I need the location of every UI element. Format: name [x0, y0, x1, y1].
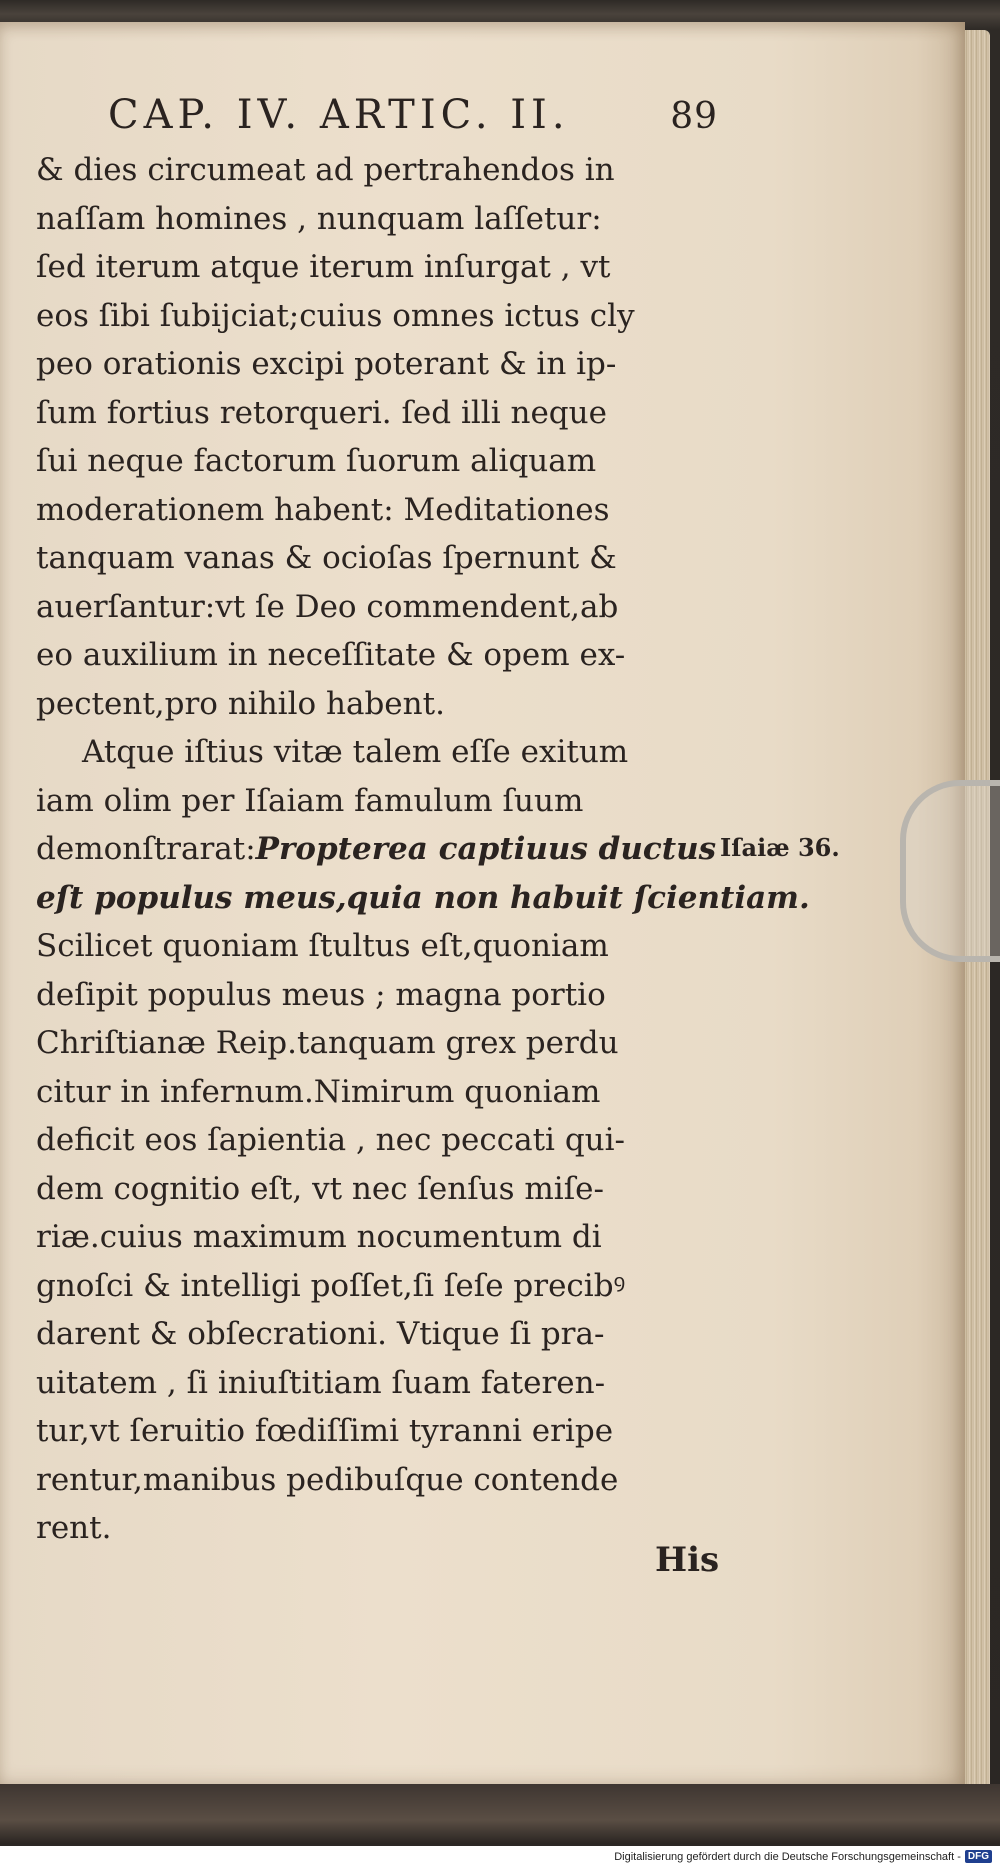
text-line: eos ſibi ſubijciat;cuius omnes ictus cly — [36, 297, 635, 334]
text-line: peo orationis excipi poterant & in ip- — [36, 346, 617, 382]
text-line: Atque iſtius vitæ talem eſſe exitum — [82, 734, 629, 770]
text-line: dem cognitio eſt, vt nec ſenſus miſe- — [36, 1170, 605, 1207]
text-run: demonſtrarat: — [36, 831, 256, 867]
text-line-with-quote — [36, 825, 726, 874]
page-number: 89 — [670, 96, 718, 137]
text-line: Chriſtianæ Reip.tanquam grex perdu — [36, 1025, 619, 1061]
text-line: uitatem , ſi iniuſtitiam ſuam fateren- — [36, 1364, 606, 1401]
text-line: & dies circumeat ad pertrahendos in — [36, 152, 615, 188]
book-clasp — [900, 780, 1000, 962]
text-line: Scilicet quoniam ſtultus eſt,quoniam — [36, 928, 609, 964]
text-line: gnoſci & intelligi poſſet,ſi ſeſe precibꝰ — [36, 1267, 626, 1304]
credit-text: Digitalisierung gefördert durch die Deutsche Forschungsgemeinschaft - — [614, 1850, 961, 1863]
text-line: eo auxilium in neceſſitate & opem ex- — [36, 637, 626, 673]
text-line: ſed iterum atque iterum inſurgat , vt — [36, 249, 611, 285]
text-line: moderationem habent: Meditationes — [36, 491, 610, 528]
text-line: iam olim per Iſaiam famulum ſuum — [36, 782, 584, 819]
text-line: deficit eos ſapientia , nec peccati qui- — [36, 1122, 626, 1158]
footer-bar — [0, 1846, 1000, 1869]
text-line: naſſam homines , nunquam laſſetur: — [36, 200, 602, 237]
text-line: ſum fortius retorqueri. ſed illi neque — [36, 394, 607, 431]
text-line: auerſantur:vt ſe Deo commendent,ab — [36, 588, 619, 625]
text-line: riæ.cuius maximum nocumentum di — [36, 1219, 602, 1255]
text-line: rent. — [36, 1510, 112, 1546]
catchword: His — [655, 1540, 720, 1580]
text-line: pectent,pro nihilo habent. — [36, 685, 445, 722]
margin-note: Iſaiæ 36. — [720, 833, 840, 862]
text-line: deſipit populus meus ; magna portio — [36, 976, 606, 1013]
text-line: rentur,manibus pedibuſque contende — [36, 1461, 619, 1498]
text-line: citur in infernum.Nimirum quoniam — [36, 1073, 601, 1110]
scripture-quote: Propterea captiuus ductus — [255, 831, 717, 867]
page-header — [108, 92, 718, 142]
text-line: tur,vt ſeruitio fœdiſſimi tyranni eripe — [36, 1413, 614, 1449]
scripture-quote: eſt populus meus,quia non habuit ſcientiam. — [36, 879, 810, 916]
book-bottom-edge — [0, 1784, 1000, 1844]
text-line: ſui neque factorum ſuorum aliquam — [36, 443, 597, 479]
text-line: darent & obſecrationi. Vtique ſi pra- — [36, 1316, 605, 1352]
dfg-logo-icon: DFG — [965, 1850, 992, 1863]
text-line: tanquam vanas & ocioſas ſpernunt & — [36, 540, 617, 576]
funding-credit — [614, 1850, 992, 1863]
running-head: CAP. IV. ARTIC. II. — [108, 92, 570, 138]
